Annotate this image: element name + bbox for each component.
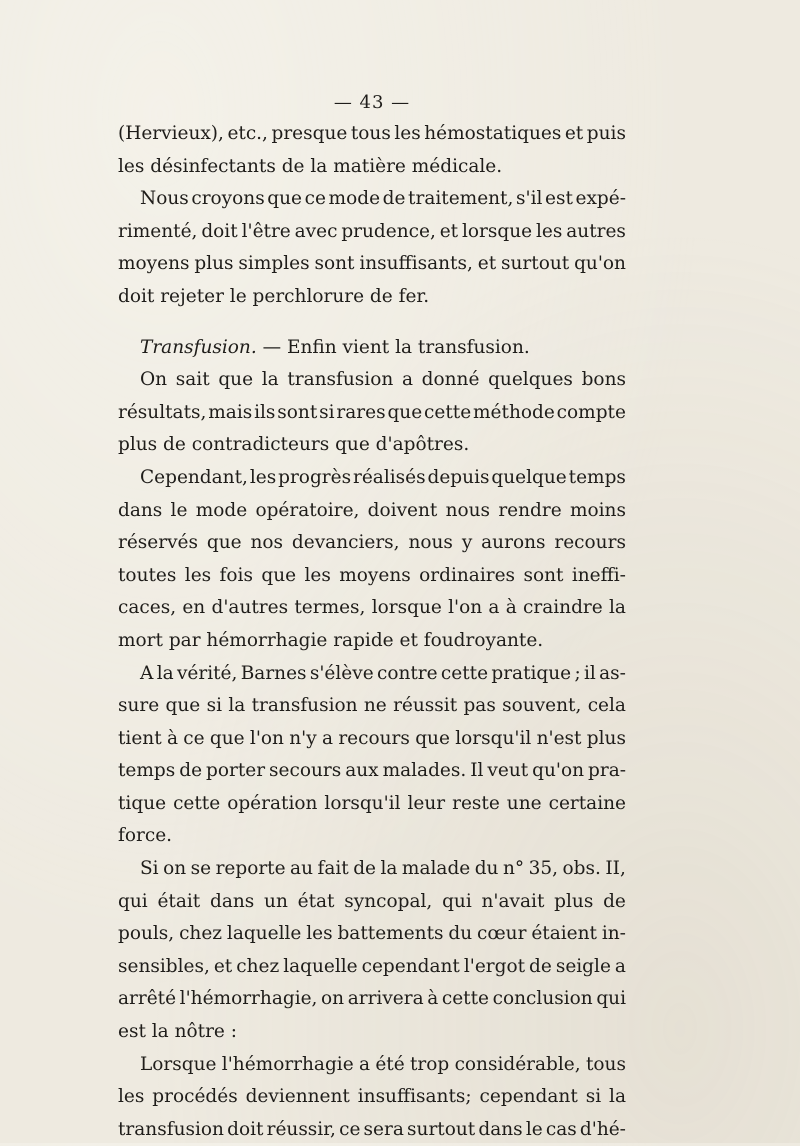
word: que — [261, 564, 297, 586]
text-line — [118, 592, 626, 625]
line-text: plus de contradicteurs que d'apôtres. — [118, 434, 470, 456]
word: A — [140, 662, 154, 684]
text-line — [118, 788, 626, 821]
word: qui — [596, 988, 626, 1010]
text-line — [118, 462, 626, 495]
word: n° — [502, 858, 525, 880]
word: surtout — [501, 253, 570, 275]
word: nous — [445, 499, 491, 521]
text-line — [118, 118, 626, 151]
word: de — [353, 858, 376, 880]
word: ce — [339, 1118, 361, 1140]
word: secours — [269, 760, 342, 782]
word: chez — [236, 955, 280, 977]
word: mode — [328, 188, 381, 210]
word: bons — [581, 369, 626, 391]
word: certaine — [548, 792, 626, 814]
word: deviennent — [245, 1086, 350, 1108]
word: cette — [440, 662, 489, 684]
text-line — [118, 216, 626, 249]
text-line — [118, 151, 626, 184]
word: y — [461, 532, 473, 554]
word: l'hémorrhagie — [221, 1053, 354, 1075]
word: et — [439, 220, 459, 242]
word: ne — [363, 695, 387, 717]
word: recours — [338, 727, 410, 749]
word: expé- — [575, 188, 626, 210]
word: l'on — [448, 597, 483, 619]
word: cas — [545, 1118, 577, 1140]
line-text: — Enfin vient la transfusion. — [256, 336, 530, 358]
word: ; — [574, 662, 581, 684]
word: les — [394, 123, 421, 144]
word: au — [290, 858, 313, 880]
word: sont — [314, 253, 355, 275]
text-line — [118, 690, 626, 723]
word: caces, — [118, 597, 177, 619]
word: et — [213, 955, 233, 977]
word: Lorsque — [140, 1053, 217, 1075]
text-line — [118, 527, 626, 560]
word: rares — [336, 401, 386, 423]
word: les — [184, 564, 212, 586]
word: on — [163, 858, 187, 880]
body-text — [118, 118, 626, 1146]
word: de — [179, 760, 203, 782]
word: craindre — [523, 597, 603, 619]
word: considérable, — [454, 1053, 581, 1075]
word: devanciers, — [291, 532, 400, 554]
word: Si — [140, 858, 159, 880]
word: réussit — [393, 695, 458, 717]
word: pra- — [588, 760, 626, 782]
word: méthode — [473, 401, 555, 423]
word: une — [506, 792, 542, 814]
text-line — [118, 1016, 626, 1049]
word: l'ergot — [463, 955, 526, 977]
word: veut — [487, 760, 529, 782]
word: traitement, — [408, 188, 514, 210]
word: insuffisants, — [359, 253, 473, 275]
word: sera — [363, 1118, 404, 1140]
word: cette — [173, 792, 221, 814]
line-text: mort par hémorrhagie rapide et foudroyante. — [118, 629, 544, 651]
text-line — [118, 658, 626, 691]
word: à — [166, 727, 178, 749]
word: simples — [238, 253, 310, 275]
word: était — [157, 890, 201, 912]
word: battements — [337, 923, 444, 945]
word: n'est — [536, 727, 582, 749]
word: reste — [452, 792, 500, 814]
word: Barnes — [240, 662, 307, 684]
word: les — [304, 564, 331, 586]
word: conclusion — [492, 988, 593, 1010]
line-text: est la nôtre : — [118, 1021, 237, 1043]
word: procédés — [152, 1086, 238, 1108]
word: chez — [179, 923, 223, 945]
word: réservés — [118, 532, 198, 554]
word: tique — [118, 792, 167, 814]
word: progrès — [278, 466, 352, 488]
word: lorsque — [371, 597, 442, 619]
word: lorsqu'il — [455, 727, 532, 749]
text-line — [118, 625, 626, 658]
line-text: force. — [118, 825, 173, 847]
word: n'y — [289, 727, 317, 749]
word: qu'on — [532, 760, 585, 782]
word: as- — [599, 662, 626, 684]
word: n'avait — [481, 890, 545, 912]
word: transfusion — [251, 695, 358, 717]
page-number: — 43 — — [333, 92, 411, 113]
word: moins — [569, 499, 626, 521]
word: Il — [470, 760, 484, 782]
text-line — [118, 983, 626, 1016]
word: seigle — [555, 955, 611, 977]
text-line — [118, 560, 626, 593]
word: ordinaires — [419, 564, 516, 586]
word: de — [603, 890, 626, 912]
word: s'il — [515, 188, 543, 210]
word: la — [228, 695, 246, 717]
word: d'autres — [211, 597, 289, 619]
word: 35, — [528, 858, 559, 880]
word: mode — [195, 499, 248, 521]
word: la — [609, 1086, 626, 1108]
word: plus — [586, 727, 626, 749]
word: tous — [585, 1053, 626, 1075]
word: insuffisants; — [357, 1086, 472, 1108]
word: in- — [601, 923, 626, 945]
text-line — [118, 495, 626, 528]
word: cependant — [479, 1086, 578, 1108]
word: dans — [478, 1118, 523, 1140]
word: plus — [194, 253, 234, 275]
word: réussir, — [266, 1118, 336, 1140]
document-page — [118, 92, 626, 1146]
word: doivent — [367, 499, 438, 521]
text-line — [118, 755, 626, 788]
word: ils — [254, 401, 276, 423]
text-line — [118, 248, 626, 281]
word: Nous — [140, 188, 189, 210]
text-line — [118, 281, 626, 314]
text-line — [118, 1081, 626, 1114]
word: depuis — [427, 466, 490, 488]
word: etc., — [227, 123, 268, 144]
word: a — [614, 955, 626, 977]
section-heading: Transfusion. — [140, 336, 257, 358]
word: nous — [408, 532, 453, 554]
word: et — [477, 253, 497, 275]
word: toutes — [118, 564, 177, 586]
word: malade — [401, 858, 471, 880]
word: sensibles, — [118, 955, 210, 977]
word: transfusion — [287, 369, 394, 391]
word: plus — [554, 890, 594, 912]
word: tient — [118, 727, 162, 749]
word: se — [190, 858, 212, 880]
word: l'être — [241, 220, 291, 242]
word: On — [140, 369, 168, 391]
word: qui — [118, 890, 148, 912]
word: en — [182, 597, 206, 619]
word: si — [585, 1086, 602, 1108]
text-line — [118, 1049, 626, 1082]
word: à — [427, 988, 439, 1010]
word: reporte — [215, 858, 286, 880]
word: la — [261, 369, 279, 391]
word: arrivera — [347, 988, 424, 1010]
word: été — [375, 1053, 405, 1075]
word: que — [209, 727, 245, 749]
word: qui — [442, 890, 472, 912]
word: temps — [118, 760, 176, 782]
word: compte — [556, 401, 626, 423]
word: aux — [345, 760, 379, 782]
text-line — [118, 364, 626, 397]
word: de — [529, 955, 552, 977]
word: donné — [421, 369, 480, 391]
word: mais — [208, 401, 253, 423]
word: que — [206, 532, 242, 554]
word: surtout — [407, 1118, 476, 1140]
word: étaient — [531, 923, 597, 945]
word: que — [415, 727, 450, 749]
line-text: les désinfectants de la matière médicale. — [118, 155, 503, 177]
word: cette — [441, 988, 490, 1010]
word: pouls, — [118, 923, 175, 945]
word: transfusion — [118, 1118, 224, 1140]
word: sont — [523, 564, 564, 586]
word: recours — [554, 532, 626, 554]
word: il — [584, 662, 596, 684]
word: les — [536, 220, 563, 242]
word: a — [401, 369, 413, 391]
word: obs. — [562, 858, 601, 880]
word: la — [156, 662, 174, 684]
word: opération — [227, 792, 318, 814]
word: nos — [250, 532, 284, 554]
text-line — [118, 951, 626, 984]
word: lorsque — [462, 220, 533, 242]
word: puis — [586, 123, 626, 144]
word: moyens — [339, 564, 411, 586]
word: d'hé- — [579, 1118, 626, 1140]
word: laquelle — [226, 923, 302, 945]
word: la — [608, 597, 626, 619]
word: Cependant, — [140, 466, 248, 488]
word: dans — [118, 499, 163, 521]
word: croyons — [191, 188, 265, 210]
word: l'hémorrhagie, — [179, 988, 318, 1010]
word: la — [380, 858, 398, 880]
word: II, — [605, 858, 626, 880]
word: ce — [183, 727, 205, 749]
word: on — [321, 988, 345, 1010]
line-text: doit rejeter le perchlorure de fer. — [118, 285, 430, 307]
word: et — [564, 123, 584, 144]
word: état — [297, 890, 335, 912]
word: résultats, — [118, 401, 207, 423]
word: autres — [566, 220, 626, 242]
word: si — [206, 695, 222, 717]
word: termes, — [294, 597, 366, 619]
word: un — [264, 890, 288, 912]
word: si — [319, 401, 335, 423]
word: cette — [424, 401, 472, 423]
word: arrêté — [118, 988, 177, 1010]
word: dans — [209, 890, 255, 912]
word: laquelle — [283, 955, 358, 977]
text-line — [118, 853, 626, 886]
text-line — [118, 183, 626, 216]
word: tous — [350, 123, 391, 144]
word: avec — [294, 220, 338, 242]
word: sure — [118, 695, 160, 717]
word: les — [118, 1086, 145, 1108]
word: presque — [271, 123, 348, 144]
word: cœur — [477, 923, 527, 945]
word: le — [170, 499, 188, 521]
word: (Hervieux), — [118, 123, 224, 144]
word: quelque — [491, 466, 567, 488]
word: du — [474, 858, 499, 880]
word: a — [322, 727, 334, 749]
section-gap — [118, 314, 626, 332]
word: fois — [219, 564, 253, 586]
word: est — [545, 188, 573, 210]
text-line — [118, 886, 626, 919]
word: rimenté, — [118, 220, 198, 242]
word: aurons — [481, 532, 546, 554]
word: vérité, — [176, 662, 238, 684]
word: s'élève — [309, 662, 374, 684]
text-line — [118, 820, 626, 853]
word: le — [525, 1118, 543, 1140]
word: de — [382, 188, 406, 210]
word: fait — [317, 858, 349, 880]
word: leur — [407, 792, 446, 814]
word: les — [249, 466, 277, 488]
word: hémostatiques — [424, 123, 562, 144]
word: rendre — [498, 499, 562, 521]
word: qu'on — [574, 253, 626, 275]
word: ineffi- — [571, 564, 626, 586]
word: quelques — [488, 369, 573, 391]
word: a — [358, 1053, 371, 1075]
word: moyens — [118, 253, 190, 275]
word: pas — [463, 695, 496, 717]
word: porter — [206, 760, 266, 782]
word: trop — [409, 1053, 450, 1075]
word: cependant — [361, 955, 460, 977]
word: réalisés — [353, 466, 426, 488]
word: syncopal, — [344, 890, 433, 912]
word: que — [387, 401, 423, 423]
word: que — [267, 188, 303, 210]
text-line — [118, 918, 626, 951]
text-line — [118, 723, 626, 756]
word: cela — [587, 695, 626, 717]
word: a — [488, 597, 500, 619]
word: les — [306, 923, 333, 945]
word: que — [165, 695, 201, 717]
word: l'on — [249, 727, 284, 749]
word: contre — [376, 662, 438, 684]
word: temps — [568, 466, 626, 488]
word: que — [218, 369, 254, 391]
word: pratique — [491, 662, 572, 684]
text-line — [118, 429, 626, 462]
text-line — [118, 1114, 626, 1146]
word: doit — [201, 220, 238, 242]
text-line — [118, 397, 626, 430]
word: ce — [304, 188, 326, 210]
word: souvent, — [502, 695, 582, 717]
word: opératoire, — [255, 499, 360, 521]
word: à — [505, 597, 517, 619]
text-line — [118, 332, 626, 365]
word: doit — [227, 1118, 264, 1140]
word: prudence, — [341, 220, 436, 242]
word: malades. — [382, 760, 467, 782]
word: du — [448, 923, 473, 945]
word: lorsqu'il — [324, 792, 401, 814]
word: sait — [175, 369, 210, 391]
word: sont — [277, 401, 318, 423]
